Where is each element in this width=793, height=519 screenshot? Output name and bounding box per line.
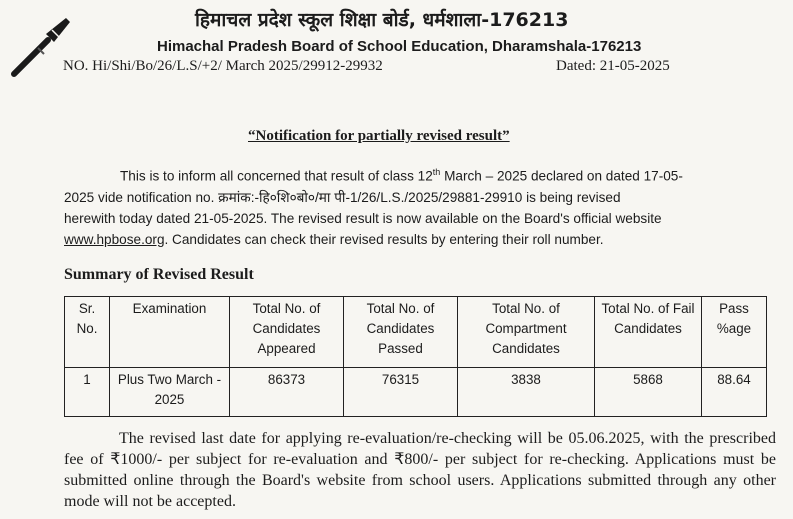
table-header-row [65,297,767,368]
intro-line-2: 2025 vide notification no. क्रमांक:-हि०शि०बो०/मा पी-1/26/L.S./2025/29881-29910 is being revised [64,189,621,205]
re-evaluation-text: The revised last date for applying re-evaluation/re-checking will be 05.06.2025, with the prescribed fee of ₹1000/- per subject for re-evaluation and ₹800/- per subject for re-checking. Applications must be submitted online through the Board's website from school users. Applications submitted through any other mode will not be accepted. [64,430,776,510]
cell-examination: Plus Two March - 2025 [110,368,230,417]
header-compartment: Total No. of Compartment Candidates [458,297,595,368]
intro-line-4: . Candidates can check their revised results by entering their roll number. [164,231,604,247]
board-website-link[interactable]: www.hpbose.org [64,231,165,247]
intro-line-1b: March – 2025 declared on dated 17-05- [440,168,683,184]
board-name-english: Himachal Pradesh Board of School Education, Dharamshala-176213 [157,38,642,55]
header-passed: Total No. of Candidates Passed [344,297,458,368]
header-sr-no: Sr. No. [65,297,110,368]
header-pass-pct: Pass %age [702,297,767,368]
re-evaluation-paragraph [64,428,776,512]
reference-number: NO. Hi/Shi/Bo/26/L.S/+2/ March 2025/29912-29932 [63,58,383,74]
header-appeared: Total No. of Candidates Appeared [230,297,344,368]
cell-pass-pct: 88.64 [702,368,767,417]
intro-paragraph [64,162,754,250]
cell-passed: 76315 [344,368,458,417]
cell-compartment: 3838 [458,368,595,417]
summary-heading: Summary of Revised Result [64,266,254,283]
notification-subject: “Notification for partially revised result” [248,128,510,144]
header-fail: Total No. of Fail Candidates [595,297,702,368]
result-summary-table [64,296,767,417]
cell-sr-no: 1 [65,368,110,417]
header-examination: Examination [110,297,230,368]
cell-fail: 5868 [595,368,702,417]
table-row [65,368,767,417]
board-name-hindi: हिमाचल प्रदेश स्कूल शिक्षा बोर्ड, धर्मशाला-176213 [195,9,569,31]
notification-date: Dated: 21-05-2025 [556,58,670,74]
intro-line-3: herewith today dated 21-05-2025. The revised result is now available on the Board's official website [64,210,662,226]
cell-appeared: 86373 [230,368,344,417]
intro-line-1a: This is to inform all concerned that result of class 12 [120,168,433,184]
intro-line-1-sup: th [432,167,441,177]
